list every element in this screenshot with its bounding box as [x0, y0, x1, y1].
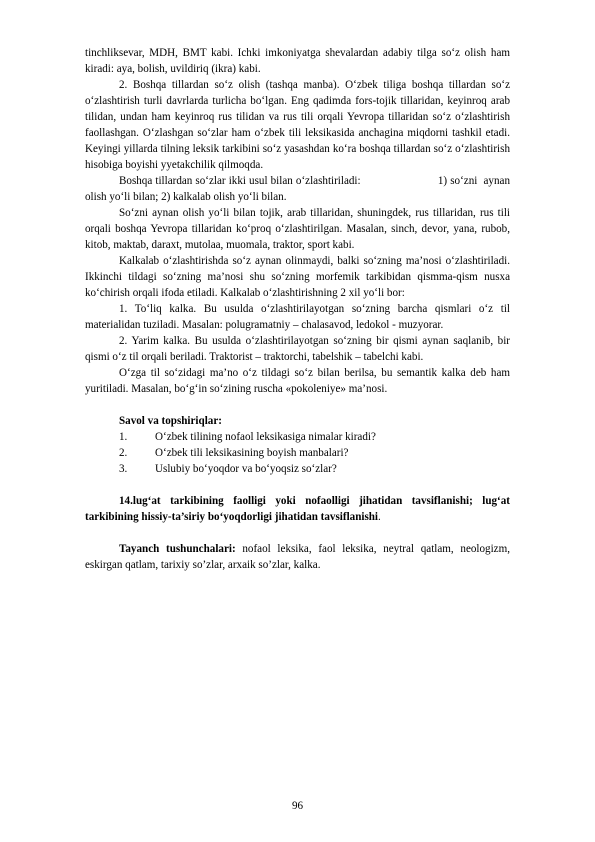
paragraph: 2. Yarim kalka. Bu usulda o‘zlashtirilayotgan so‘zning bir qismi aynan saqlanib, bir qismi o‘z til orqali beriladi. Traktorist – traktorchi, tabelshik – tabelchi kabi. [85, 335, 510, 363]
question-number: 1. [119, 431, 128, 443]
question-number: 2. [119, 447, 128, 459]
paragraph: tinchliksevar, MDH, BMT kabi. Ichki imkoniyatga shevalardan adabiy tilga so‘z olish ham kiradi: aya, bolish, uvildiriq (ikra) kabi. [85, 47, 510, 75]
questions-list [85, 429, 510, 477]
paragraph: Kalkalab o‘zlashtirishda so‘z aynan olinmaydi, balki so‘zning ma’nosi o‘zlashtiriladi. Ikkinchi tildagi so‘zning ma’nosi shu so‘zning morfemik tarkibidan qismma-qism nusxa ko‘chirish orqali ifoda etiladi. Kalkalab o‘zlashtirishning 2 xil yo‘li bor: [85, 255, 510, 299]
paragraph: 2. Boshqa tillardan so‘z olish (tashqa manba). O‘zbek tiliga boshqa tillardan so‘z o‘zlashtirish turli davrlarda turlicha bo‘lgan. Eng qadimda fors-tojik tillaridan, keyinroq arab tilidan, undan ham keyinroq rus tilidan va rus tili orqali Yevropa tillaridan so‘z o‘zlashtirish faollashgan. O‘zlashgan so‘zlar ham o‘zbek tili leksikasida anchagina miqdorni tashkil etadi. Keyingi yillarda tilning leksik tarkibini so‘z yasashdan ko‘ra boshqa tillardan so‘z o‘zlashtirish hisobiga boyishi yyetakchilik qilmoqda. [85, 79, 510, 171]
paragraph: Boshqa tillardan so‘zlar ikki usul bilan o‘zlashtiriladi: 1) so‘zni aynan olish yo‘li bilan; 2) kalkalab olish yo‘li bilan. [85, 175, 513, 203]
key-concepts-text: nofaol leksika, faol leksika, neytral qatlam, neologizm, eskirgan qatlam, tarixiy so’zlar, arxaik so’zlar, kalka. [85, 543, 510, 571]
paragraph: O‘zga til so‘zidagi ma’no o‘z tildagi so‘z bilan berilsa, bu semantik kalka deb ham yuritiladi. Masalan, bo‘g‘in so‘zining ruscha «pokoleniye» ma’nosi. [85, 367, 510, 395]
paragraph: 1. To‘liq kalka. Bu usulda o‘zlashtirilayotgan so‘zning barcha qismlari o‘z til materialidan tuziladi. Masalan: polugramatniy – chalasavod, ledokol - muzyorar. [85, 303, 510, 331]
section-title-text: 14.lug‘at tarkibining faolligi yoki nofaolligi jihatidan tavsiflanishi; lug‘at tarkibining hissiy-ta’siriy bo‘yoqdorligi jihatidan tavsiflanishi [85, 495, 510, 523]
question-number: 3. [119, 463, 128, 475]
section-title-end: . [378, 511, 381, 523]
section-title [85, 493, 510, 525]
question-item [85, 461, 510, 477]
questions-heading: Savol va topshiriqlar: [119, 415, 222, 427]
page-body [85, 45, 513, 573]
question-item [85, 445, 510, 461]
question-item [85, 429, 510, 445]
key-concepts [85, 541, 510, 573]
paragraph: So‘zni aynan olish yo‘li bilan tojik, arab tillaridan, shuningdek, rus tillaridan, rus tili orqali boshqa Yevropa tillaridan ko‘proq o‘zlashtirilgan. Masalan, sinch, devor, yana, rubob, kitob, maktab, daraxt, mutolaa, muomala, traktor, sport kabi. [85, 207, 510, 251]
page-number: 96 [291, 800, 304, 812]
question-text: Uslubiy bo‘yoqdor va bo‘yoqsiz so‘zlar? [155, 463, 337, 475]
question-text: O‘zbek tilining nofaol leksikasiga nimalar kiradi? [155, 431, 376, 443]
question-text: O‘zbek tili leksikasining boyish manbalari? [155, 447, 349, 459]
key-concepts-label: Tayanch tushunchalari: [119, 543, 236, 555]
